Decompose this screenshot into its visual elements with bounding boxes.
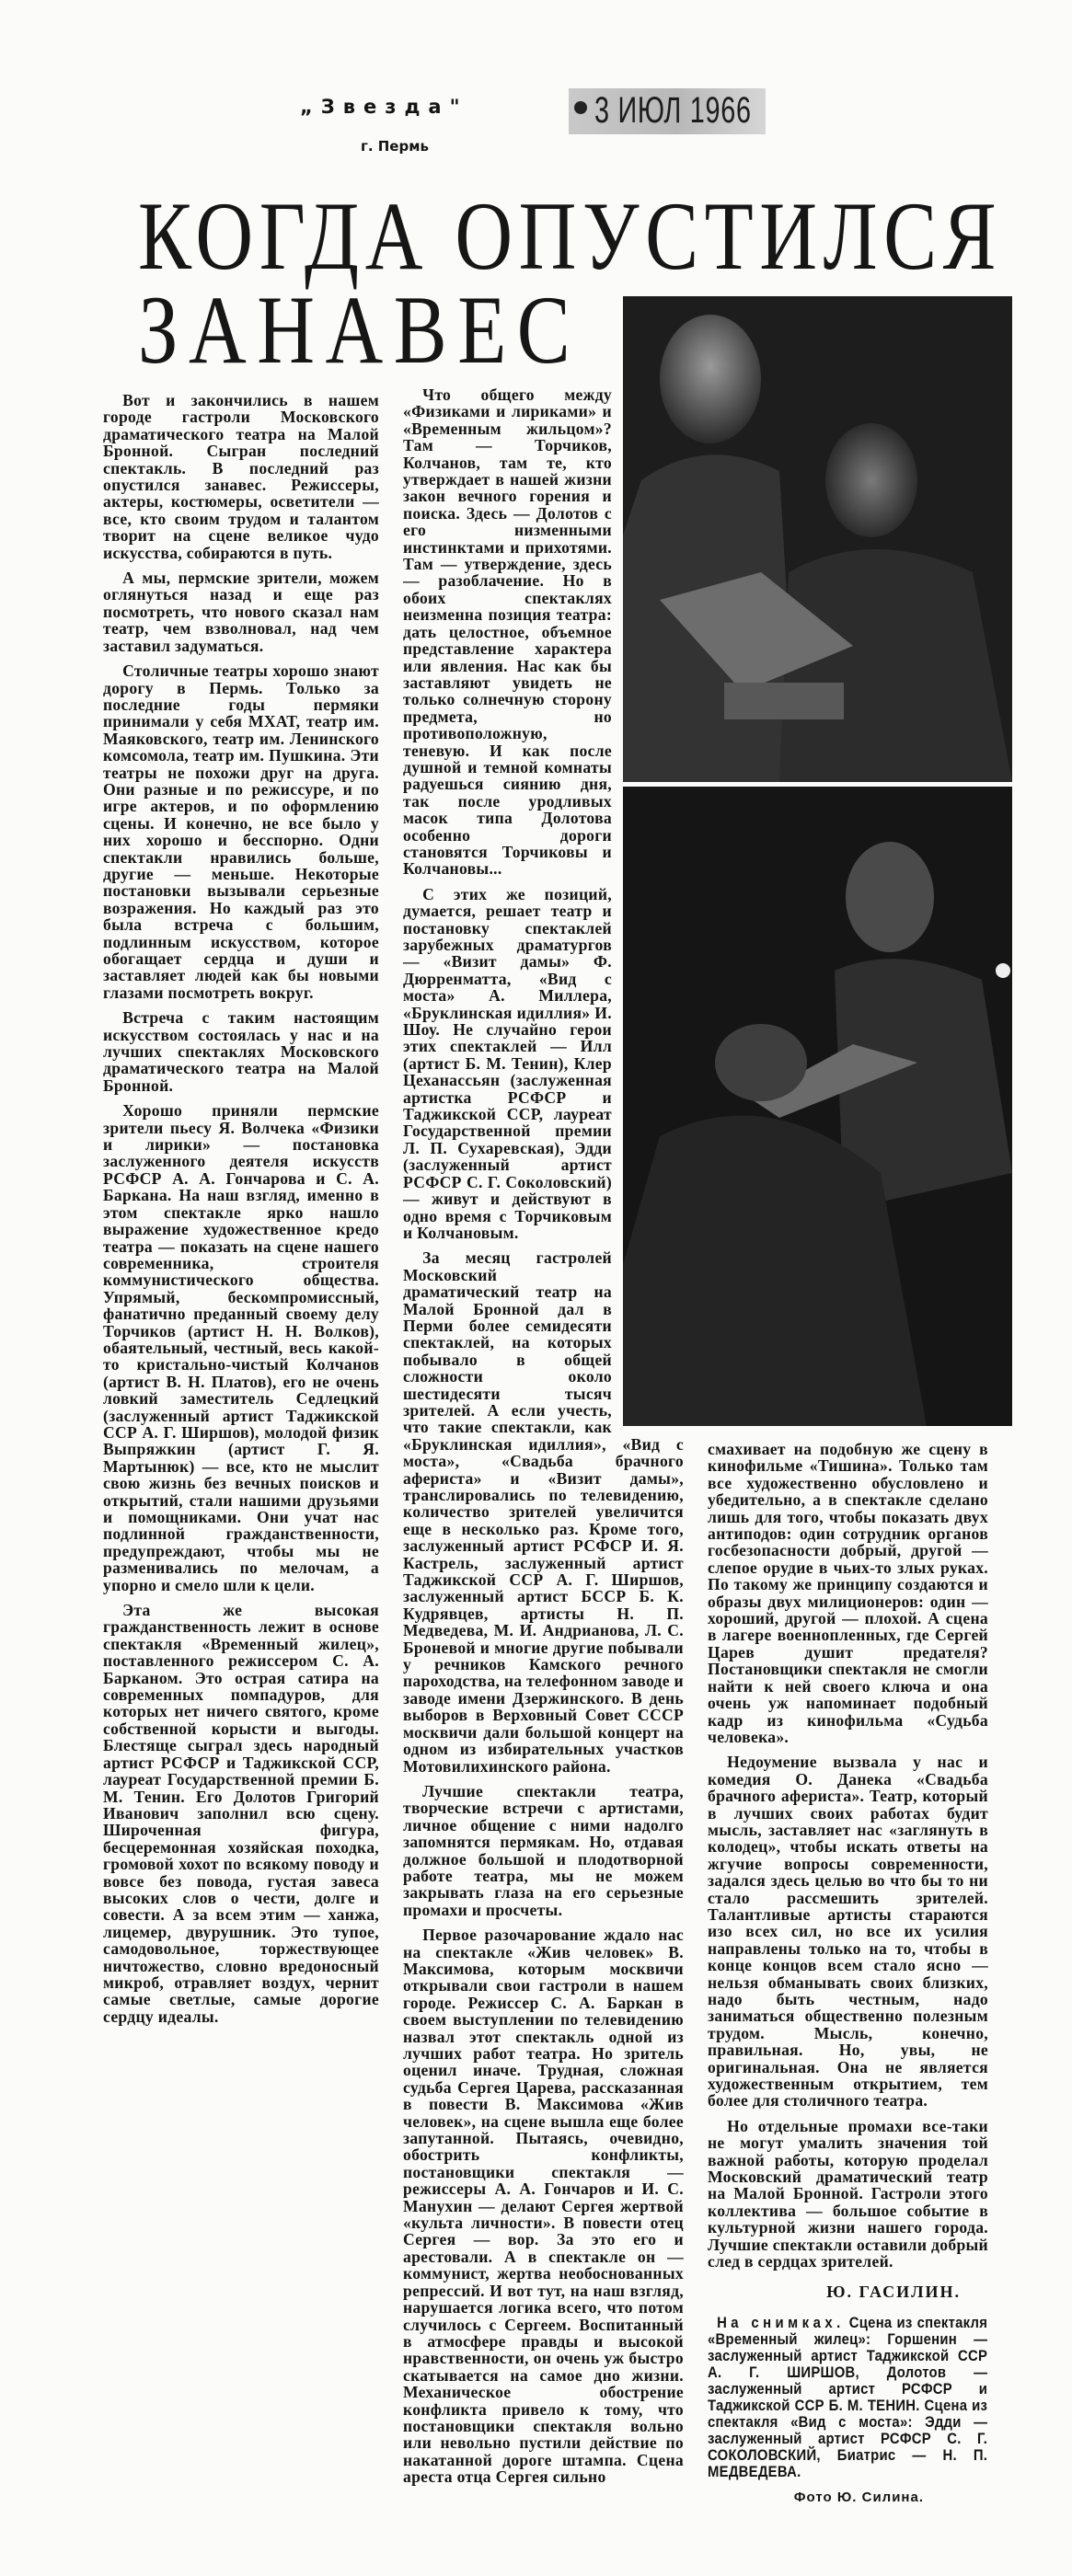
- photo-credit: Фото Ю. Силина.: [793, 2489, 924, 2505]
- article-paragraph: Встреча с таким настоящим искусством состоялась у нас и на лучших спектаклях Московского драматического театра на Малой Бронной.: [103, 1008, 379, 1095]
- article-paragraph: Недоумение вызвала у нас и комедия О. Данека «Свадьба брачного афериста». Театр, который в лучших своих работах будит мысль, заставляет нас «заглянуть в колодец», чтобы искать ответы на жгучие вопросы современности, задался здесь целью во что бы то ни стало рассмешить зрителей. Талантливые артисты стараются изо всех сил, но все их усилия направлены только на то, чтобы в конце концов всем стало ясно — нельзя обманывать своих близких, надо быть честным, надо заниматься общественно полезным трудом. Мысль, конечно, правильная. Но, увы, не оригинальная. Она не является художественным открытием, тем более для столичного театра.: [708, 1753, 988, 2110]
- article-paragraph: С этих же позиций, думается, решает театр и постановку спектаклей зарубежных драматургов — «Визит дамы» Ф. Дюрренматта, «Вид с моста» А. Миллера, «Бруклинская идиллия» И. Шоу. Не случайно герои этих спектаклей — Илл (артист Б. М. Тенин), Клер Цеханассьян (заслуженная артистка РСФСР и Таджикской ССР, лауреат Государственной премии Л. П. Сухаревская), Эдди (заслуженный артист РСФСР С. Г. Соколовский) — живут и действуют в одно время с Торчиковым и Колчановым.: [403, 884, 612, 1242]
- article-paragraph: смахивает на подобную же сцену в кинофильме «Тишина». Только там все художественно обусловлено и убедительно, а в спектакле сделано лишь для того, чтобы показать двух антиподов: один сотрудник органов госбезопасности добрый, другой — слепое орудие в чьих-то злых руках. По такому же принципу создаются и образы двух милиционеров: один — хороший, другой — плохой. А сцена в лагере военнопленных, где Сергей Царев душит предателя? Постановщики спектакля не смогли найти к ней своего ключа и она очень уж напоминает подобный кадр из кинофильма «Судьба человека».: [708, 1440, 988, 1746]
- stamp-bullet-icon: [574, 101, 587, 114]
- article-paragraph: Но отдельные промахи все-таки не могут умалить значения той важной работы, которую проделал Московский драматический театр на Малой Бронной. Гастроли этого коллектива — большое событие в культурной жизни нашего города. Лучшие спектакли оставили добрый след в сердцах зрителей.: [708, 2116, 988, 2271]
- newspaper-name: „Звезда": [300, 96, 468, 118]
- article-paragraph: Вот и закончились в нашем городе гастроли Московского драматического театра на Малой Бронной. Сыгран последний спектакль. В последний раз опустился занавес. Режиссеры, актеры, костюмеры, осветители — все, кто своим трудом и талантом творит на сцене великое чудо искусства, собираются в путь.: [103, 391, 379, 562]
- caption-text: Сцена из спектакля «Временный жилец»: Горшенин — заслуженный артист Таджикской ССР А. Г. ШИРШОВ, Долотов — заслуженный артист РСФСР и Таджикской ССР Б. М. ТЕНИН. Сцена из спектакля «Вид с моста»: Эдди — заслуженный артист РСФСР С. Г. СОКОЛОВСКИЙ, Биатрис — Н. П. МЕДВЕДЕВА.: [708, 2314, 988, 2480]
- headline-line-1: КОГДА ОПУСТИЛСЯ: [138, 182, 1003, 290]
- headline-line-2: ЗАНАВЕС: [138, 276, 582, 384]
- date-stamp-text: 3 ИЮЛ 1966: [594, 90, 752, 131]
- article-paragraph: А мы, пермские зрители, можем оглянуться назад и еще раз посмотреть, что нового сказал нам театр, чем взволновал, над чем заставил задуматься.: [103, 569, 379, 655]
- photo-wrap-spacer: [612, 386, 684, 1435]
- article-paragraph: Лучшие спектакли театра, творческие встречи с артистами, личное общение с ними надолго запомнятся пермякам. Но, отдавая должное большой и плодотворной работе театра, мы не можем закрывать глаза на его серьезные промахи и просчеты.: [403, 1781, 684, 1919]
- author-byline: Ю. ГАСИЛИН.: [826, 2282, 961, 2301]
- article-paragraph: За месяц гастролей Московский драматический театр на Малой Бронной дал в Перми более семидесяти спектаклей, на которых побывало в общей сложности около шестидесяти тысяч зрителей. А если учесть, что такие спектакли, как «Бруклинская идиллия», «Вид с моста», «Свадьба брачного афериста» и «Визит дамы», транслировались по телевидению, количество зрителей увеличится еще в несколько раз. Кроме того, заслуженный артист РСФСР И. Я. Кастрель, заслуженный артист Таджикской ССР А. Г. Ширшов, заслуженный артист БССР Б. К. Кудрявцев, артисты Н. П. Медведева, М. И. Андрианова, Л. С. Броневой и многие другие побывали у речников Камского речного пароходства, на телефонном заводе и заводе имени Дзержинского. В день выборов в Верховный Совет СССР москвичи дали большой концерт на одном из избирательных участков Мотовилихинского района.: [403, 1248, 684, 1776]
- date-stamp: [569, 88, 766, 134]
- article-paragraph: Что общего между «Физиками и лириками» и «Временным жильцом»? Там — Торчиков, Колчанов, там те, кто утверждает в нашей жизни закон вечного горения и поиска. Здесь — Долотов с его низменными инстинктами и прихотями. Там — утверждение, здесь — разоблачение. Но в обоих спектаклях неизменна позиция театра: дать целостное, объемное представление характера или явления. Нас как бы заставляют увидеть не только солнечную сторону предмета, но противоположную, теневую. И как после душной и темной комнаты радуешься сиянию дня, так после уродливых масок типа Долотова особенно дороги становятся Торчиковы и Колчановы...: [403, 385, 612, 879]
- article-column-3: [708, 1441, 988, 2506]
- article-paragraph: Первое разочарование ждало нас на спектакле «Жив человек» В. Максимова, которым москвичи открывали свои гастроли в нашем городе. Режиссер С. А. Баркан в своем выступлении по телевидению назвал этот спектакль одной из лучших работ театра. Но зритель оценил иначе. Трудная, сложная судьба Сергея Царева, рассказанная в повести В. Максимова «Жив человек», на сцене вышла еще более запутанной. Пытаясь, очевидно, обострить конфликты, постановщики спектакля — режиссеры А. А. Гончаров и И. С. Манухин — делают Сергея жертвой «культа личности». В повести отец Сергея — вор. За это его и арестовали. А в спектакле он — коммунист, жертва необоснованных репрессий. И вот тут, на наш взгляд, нарушается логика всего, что потом случилось с Сергеем. Воспитанный в атмосфере правды и высокой нравственности, он очень уж быстро скатывается на самое дно жизни. Механическое обострение конфликта привело к тому, что постановщики спектакля вольно или невольно пустили действие по накатанной дороге штампа. Сцена ареста отца Сергея сильно: [403, 1926, 684, 2487]
- caption-lead: На снимках.: [717, 2314, 845, 2331]
- newspaper-city: г. Пермь: [361, 138, 429, 155]
- article-paragraph: Хорошо приняли пермские зрители пьесу Я. Волчека «Физики и лирики» — постановка заслуженного деятеля искусств РСФСР А. А. Гончарова и С. А. Баркана. На наш взгляд, именно в этом спектакле ярко нашло выражение художественное кредо театра — показать на сцене нашего современника, строителя коммунистического общества. Упрямый, бескомпромиссный, фанатично преданный своему делу Торчиков (артист Н. Н. Волков), обаятельный, честный, весь какой-то кристально-чистый Колчанов (артист В. Н. Платов), его не очень ловкий заместитель Седлецкий (заслуженный артист Таджикской ССР А. Г. Ширшов), молодой физик Выпряжкин (артист Г. Я. Мартынюк) — все, кто не мыслит свою жизнь без вечных поисков и открытий, стали нашими друзьями и помощниками. Они учат нас подлинной гражданственности, предупреждают, чтобы мы не разменивались по мелочам, а упорно и смело шли к цели.: [103, 1101, 379, 1594]
- article-paragraph: Столичные театры хорошо знают дорогу в Пермь. Только за последние годы пермяки принимали у себя МХАТ, театр им. Маяковского, театр им. Ленинского комсомола, театр им. Пушкина. Эти театры не похожи друг на друга. Они разные и по режиссуре, и по игре актеров, и по оформлению сцены. И конечно, не все было у них хорошо и бесспорно. Одни спектакли нравились больше, другие — меньше. Некоторые постановки вызывали серьезные возражения. Но каждый раз это была встреча с большим, подлинным искусством, которое обогащает сердца и души и заставляет людей как бы новыми глазами посмотреть вокруг.: [103, 661, 379, 1002]
- article-column-1: [103, 392, 379, 2033]
- photo-caption: [708, 2315, 987, 2480]
- article-paragraph: Эта же высокая гражданственность лежит в основе спектакля «Временный жилец», поставленного режиссером С. А. Барканом. Это острая сатира на современных помпадуров, для которых нет ничего святого, кроме собственной корысти и выгоды. Блестяще сыграл здесь народный артист РСФСР и Таджикской ССР, лауреат Государственной премии Б. М. Тенин. Его Долотов Григорий Иванович заполнил всю сцену. Широченная фигура, бесцеремонная хозяйская походка, громовой хохот по всякому поводу и вовсе без повода, густая завеса высоких слов о чести, долге и совести. А за всем этим — ханжа, лицемер, двурушник. Это тупое, самодовольное, торжествующее ничтожество, словно вредоносный микроб, отравляет воздух, чернит самые светлые, самые дорогие сердцу идеалы.: [103, 1601, 379, 2026]
- article-column-2: [403, 386, 684, 2494]
